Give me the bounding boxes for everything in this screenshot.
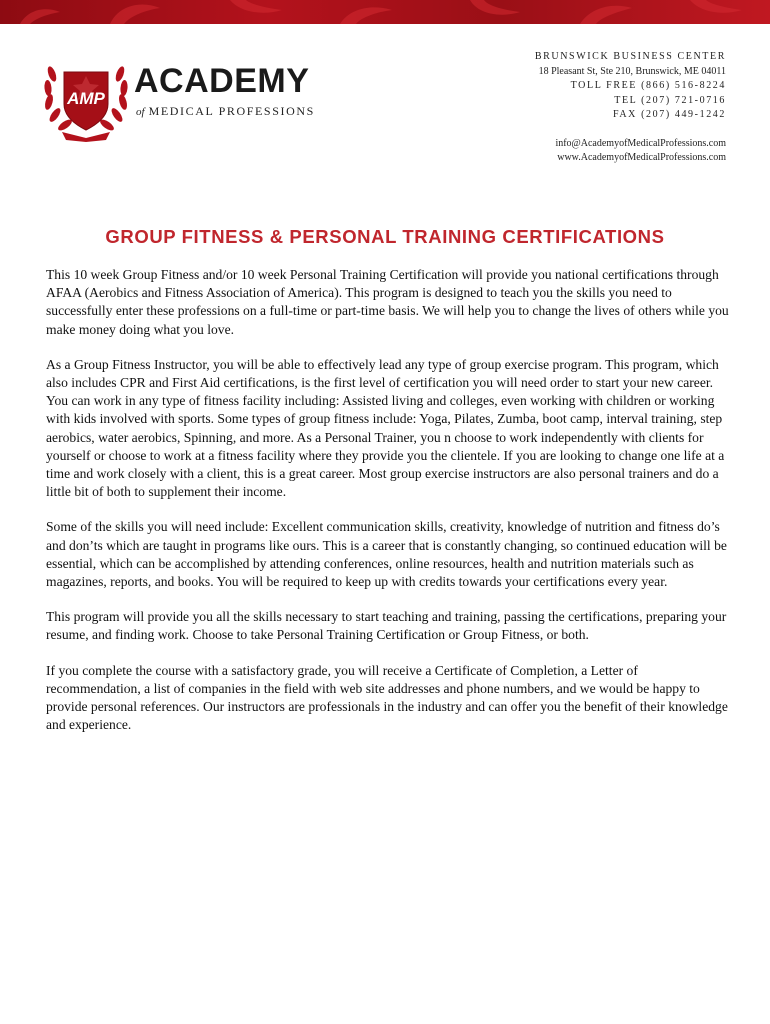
academy-logo <box>40 52 330 142</box>
header-decorative-band <box>0 0 770 24</box>
document-title: GROUP FITNESS & PERSONAL TRAINING CERTIFICATIONS <box>105 226 665 247</box>
contact-spacer <box>535 123 726 137</box>
paragraph-completion: If you complete the course with a satisfactory grade, you will receive a Certificate of Completion, a Letter of recommendation, a list of companies in the field with web site addresses and phone numbers, and we would be happy to provide personal references. Our instructors are professionals in the industry and can offer you the benefit of their knowledge and experience. <box>46 662 728 733</box>
center-name: BRUNSWICK BUSINESS CENTER <box>534 51 726 62</box>
website: www.AcademyofMedicalProfessions.com <box>557 152 726 163</box>
contact-block <box>535 50 726 166</box>
laurel-emblem-icon <box>40 52 132 142</box>
brand-name: ACADEMY <box>134 62 310 100</box>
email-address: info@AcademyofMedicalProfessions.com <box>555 137 726 149</box>
brand-of-text: of <box>136 106 145 118</box>
brand-subtitle <box>136 104 315 119</box>
floral-pattern-icon <box>0 0 770 24</box>
brand-professions-text: MEDICAL PROFESSIONS <box>148 104 315 118</box>
telephone: TEL (207) 721-0716 <box>614 94 726 106</box>
paragraph-group-fitness: As a Group Fitness Instructor, you will be able to effectively lead any type of group exercise program. This program, which also includes CPR and First Aid certifications, is the first level of certification you will need order to start your new career. You can work in any type of fitness facility including: Assisted living and colleges, even working with children or working with kids involved with sports. Some types of group fitness include: Yoga, Pilates, Zumba, boot camp, interval training, step aerobics, water aerobics, Spinning, and more. As a Personal Trainer, you n choose to work independently with clients for yourself or choose to work at a fitness facility where they provide you the clientele. If you are looking to change one life at a time and work closely with a client, this is a great career. Most group exercise instructors are also personal trainers and do a little bit of both to supplement their income. <box>46 356 725 500</box>
address: 18 Pleasant St, Ste 210, Brunswick, ME 04011 <box>538 65 726 77</box>
emblem-text: AMP <box>67 89 105 108</box>
paragraph-skills: Some of the skills you will need include: Excellent communication skills, creativity, knowledge of nutrition and fitness do’s and don’ts which are taught in programs like ours. This is a career that is constantly changing, so continued education will be essential, which can be accomplished by attending conferences, online resources, health and nutrition materials such as magazines, reports, and books. You will be required to keep up with credits towards your certifications every year. <box>46 519 727 590</box>
fax: FAX (207) 449-1242 <box>612 109 726 120</box>
document-body <box>46 266 730 751</box>
paragraph-intro: This 10 week Group Fitness and/or 10 week Personal Training Certification will provide you national certifications through AFAA (Aerobics and Fitness Association of America). This program is designed to teach you the skills you need to successfully enter these professions on a full-time or part-time basis. We will help you to change the lives of others while you make money doing what you love. <box>46 267 729 337</box>
toll-free-phone: TOLL FREE (866) 516-8224 <box>570 80 726 91</box>
paragraph-program: This program will provide you all the skills necessary to start teaching and training, passing the certifications, preparing your resume, and finding work. Choose to take Personal Training Certification or Group Fitness, or both. <box>46 609 727 643</box>
